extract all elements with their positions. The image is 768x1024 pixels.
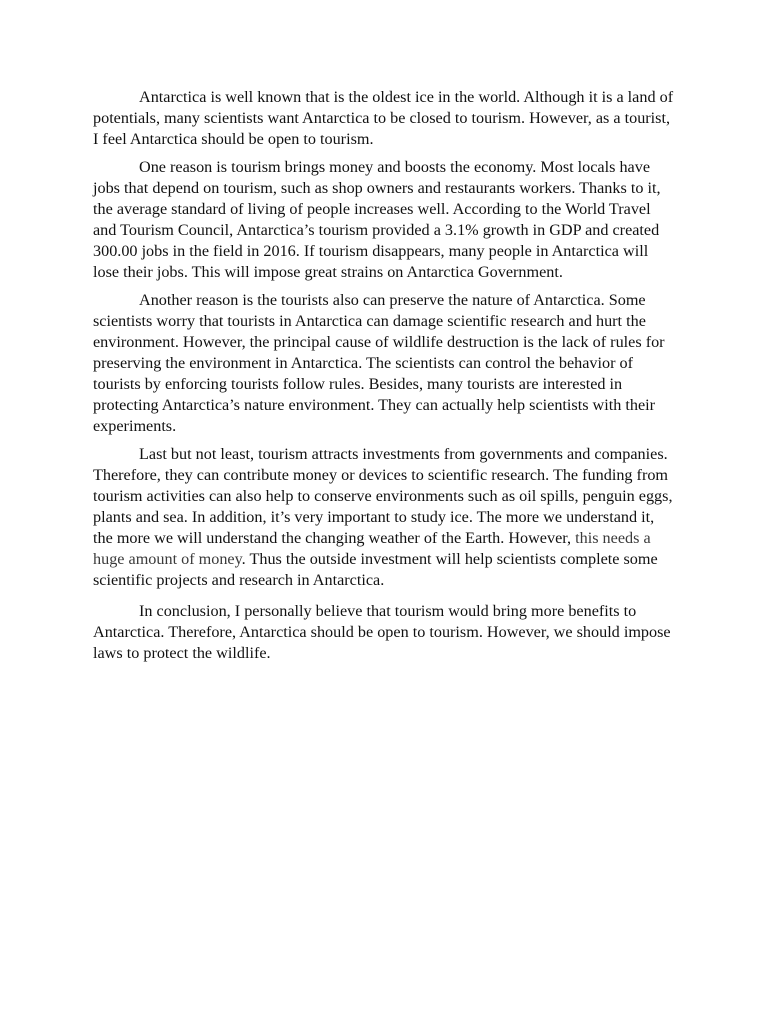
paragraph-nature: Another reason is the tourists also can preserve the nature of Antarctica. Some scientists worry that tourists in Antarctica can damage scientific research and hurt the environment. However, the principal cause of wildlife destruction is the lack of rules for preserving the environment in Antarctica. The scientists can control the behavior of tourists by enforcing tourists follow rules. Besides, many tourists are interested in protecting Antarctica’s nature environment. They can actually help scientists with their experiments. [93,291,665,435]
paragraph-intro: Antarctica is well known that is the oldest ice in the world. Although it is a land of potentials, many scientists want Antarctica to be closed to tourism. However, as a tourist, I feel Antarctica should be open to tourism. [93,88,674,148]
investment-text-start: Last but not least, tourism attracts investments from governments and companies. Therefore, they can contribute money or devices to scientific research. The funding from tourism activities can also help to conserve environments such as oil spills, penguin eggs, plants and sea. In addition, it’s very important to study ice. The more we understand it, the more we will understand the changing weather of the Earth. However, [93,445,673,547]
paragraph-economy: One reason is tourism brings money and boosts the economy. Most locals have jobs that depend on tourism, such as shop owners and restaurants workers. Thanks to it, the average standard of living of people increases well. According to the World Travel and Tourism Council, Antarctica’s tourism provided a 3.1% growth in GDP and created 300.00 jobs in the field in 2016. If tourism disappears, many people in Antarctica will lose their jobs. This will impose great strains on Antarctica Government. [93,158,661,281]
document-page [93,87,678,671]
investment-text-end: . Thus the outside investment will help scientists complete some scientific projects and research in Antarctica. [93,550,658,589]
investment-text-highlight: this needs a huge amount of money [93,529,651,568]
paragraph-investment [93,444,678,591]
paragraph-conclusion: In conclusion, I personally believe that tourism would bring more benefits to Antarctica. Therefore, Antarctica should be open to tourism. However, we should impose laws to protect the wildlife. [93,602,671,662]
